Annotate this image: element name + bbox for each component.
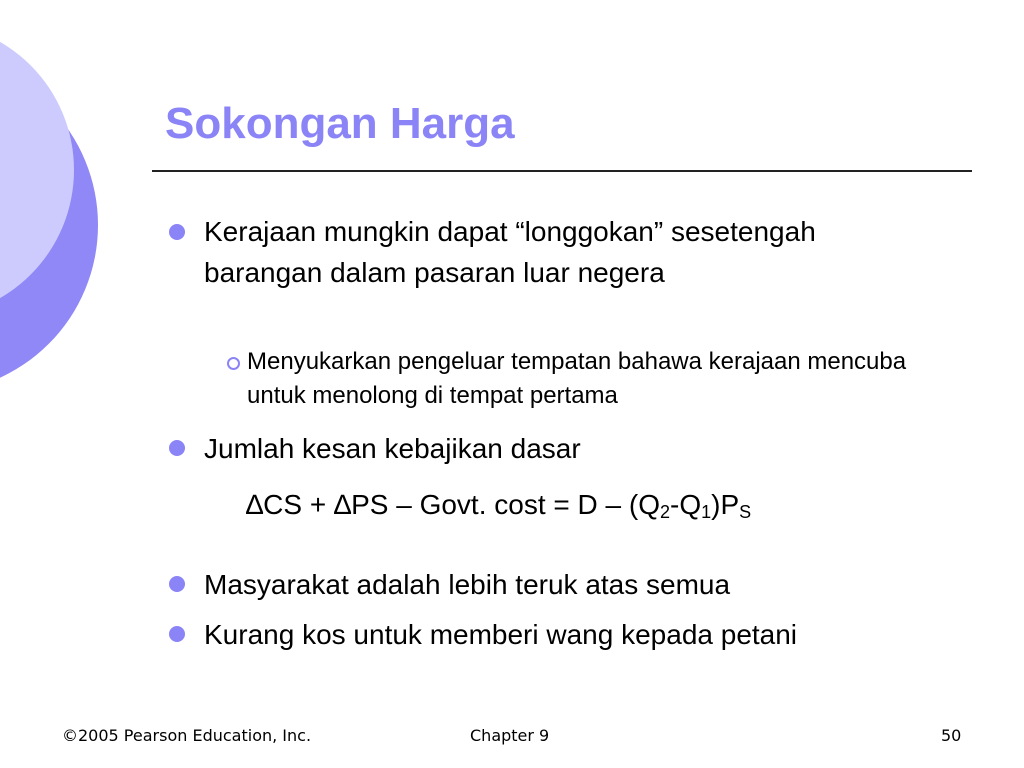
footer-page-number: 50	[941, 726, 962, 745]
bullet-text-1: Kerajaan mungkin dapat “longgokan” sesetengah barangan dalam pasaran luar negera	[204, 216, 816, 288]
footer-chapter: Chapter 9	[470, 726, 550, 745]
formula-cs-part: CS +	[263, 489, 334, 520]
slide-title: Sokongan Harga	[165, 99, 515, 148]
formula-subscript-s: S	[739, 502, 752, 522]
formula-subscript-2: 2	[659, 502, 670, 522]
welfare-formula	[246, 487, 751, 523]
formula-delta-symbol: ∆	[246, 489, 264, 520]
subbullet-text-1: Menyukarkan pengeluar tempatan bahawa kerajaan mencuba untuk menolong di tempat pertama	[247, 348, 907, 409]
bullet-dot	[169, 224, 185, 240]
bullet-dot	[169, 440, 185, 456]
bullet-text-3: Masyarakat adalah lebih teruk atas semua	[204, 569, 731, 600]
formula-delta-symbol: ∆	[333, 489, 352, 520]
footer-copyright: ©2005 Pearson Education, Inc.	[62, 726, 312, 745]
decorative-circles	[0, 0, 120, 420]
formula-subscript-1: 1	[701, 502, 712, 522]
bullet-dot	[169, 576, 185, 592]
formula-minus-q-part: -Q	[670, 489, 702, 520]
subbullet-dot	[227, 357, 240, 370]
bullet-text-2: Jumlah kesan kebajikan dasar	[204, 433, 581, 464]
bullet-dot	[169, 626, 185, 642]
formula-ps-part: PS – Govt. cost = D – (Q	[351, 489, 660, 520]
bullet-text-4: Kurang kos untuk memberi wang kepada petani	[204, 619, 798, 650]
title-divider	[152, 170, 972, 172]
formula-price-part: )P	[711, 489, 740, 520]
